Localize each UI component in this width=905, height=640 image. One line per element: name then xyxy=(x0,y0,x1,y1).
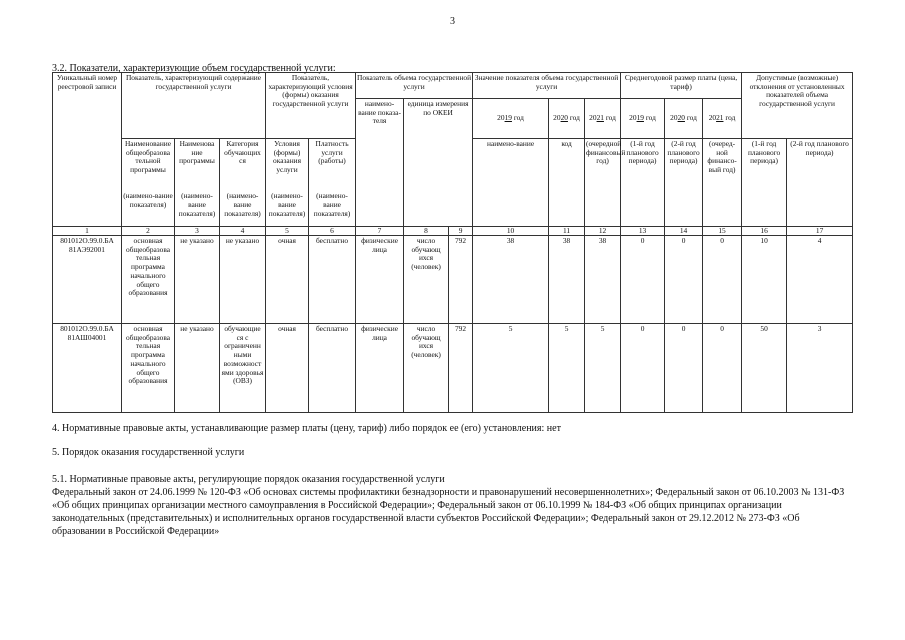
cell-program-name: не указано xyxy=(175,236,220,324)
column-number: 4 xyxy=(220,227,266,236)
table-row xyxy=(53,324,853,413)
column-number: 1 xyxy=(53,227,122,236)
cell-deviation-percent: 50 xyxy=(742,324,787,413)
cell-deviation-percent: 10 xyxy=(742,236,787,324)
cell-program: основная общеобразова тельная программа начального общего образования xyxy=(122,324,175,413)
header-fee-year-1: 2019 год xyxy=(621,99,665,139)
header-value-sub-2: (1-й год планового периода) xyxy=(621,139,665,227)
header-conditions-indicator: Показатель, характеризующий условия (формы) оказания государственной услуги xyxy=(266,73,356,139)
section-5-1 xyxy=(52,473,852,538)
cell-category: не указано xyxy=(220,236,266,324)
header-average-fee: Среднегодовой размер платы (цена, тариф) xyxy=(621,73,742,99)
section-5-1-text: Федеральный закон от 24.06.1999 № 120-ФЗ «Об основах системы профилактики безнадзорности и правонарушений несовершеннолетних»; Федеральный закон от 06.10.2003 № 131-ФЗ «Об общих принципах организации местного самоуправления в Российской Федерации»; Федеральный закон от 06.10.1999 № 184-ФЗ «Об общих принципах организации законодательных (представительных) и исполнительных органов государственной власти субъектов Российской Федерации»; Федеральный закон от 29.12.2012 № 273-ФЗ «Об образовании в Российской Федерации» xyxy=(52,487,845,537)
header-fee-sub-3: (2-й год планового периода) xyxy=(787,139,853,227)
cell-category: обучающие ся с ограниченн ными возможност ями здоровья (ОВЗ) xyxy=(220,324,266,413)
cell-program: основная общеобразова тельная программа начального общего образования xyxy=(122,236,175,324)
header-form: Условия (формы) оказания услуги (наимено-вание показателя) xyxy=(266,139,309,227)
column-number: 2 xyxy=(122,227,175,236)
cell-fee-3: 0 xyxy=(703,324,742,413)
cell-program-name: не указано xyxy=(175,324,220,413)
column-number: 6 xyxy=(309,227,356,236)
cell-deviation-absolute: 3 xyxy=(787,324,853,413)
header-indicator-name: наимено-вание показа-теля xyxy=(356,99,404,227)
table-row xyxy=(53,236,853,324)
header-category: Категория обучающих ся (наимено-вание показателя) xyxy=(220,139,266,227)
cell-fee-1: 0 xyxy=(621,324,665,413)
column-number: 14 xyxy=(665,227,703,236)
cell-fee-2: 0 xyxy=(665,324,703,413)
column-number: 7 xyxy=(356,227,404,236)
header-program: Наименование общеобразова тельной программы (наимено-вание показателя) xyxy=(122,139,175,227)
cell-deviation-absolute: 4 xyxy=(787,236,853,324)
cell-indicator: физические лица xyxy=(356,236,404,324)
section-4-text: 4. Нормативные правовые акты, устанавливающие размер платы (цену, тариф) либо порядок ее (его) установления: нет xyxy=(52,423,561,434)
header-fee-sub-2: (1-й год планового периода) xyxy=(742,139,787,227)
cell-indicator: физические лица xyxy=(356,324,404,413)
cell-value-2: 38 xyxy=(549,236,585,324)
cell-value-1: 5 xyxy=(473,324,549,413)
cell-value-3: 38 xyxy=(585,236,621,324)
header-fee-sub-1: (очеред-ной финансо-вый год) xyxy=(703,139,742,227)
header-fee-year-3: 2021 год xyxy=(703,99,742,139)
header-volume-value: Значение показателя объема государственной услуги xyxy=(473,73,621,99)
header-content-indicator: Показатель, характеризующий содержание государственной услуги xyxy=(122,73,266,139)
header-unit-name: наимено-вание xyxy=(473,139,549,227)
volume-indicators-table xyxy=(52,72,853,413)
column-number: 5 xyxy=(266,227,309,236)
cell-fee-3: 0 xyxy=(703,236,742,324)
cell-value-2: 5 xyxy=(549,324,585,413)
header-year-2: 2020 год xyxy=(549,99,585,139)
column-number: 3 xyxy=(175,227,220,236)
section-5-title: 5. Порядок оказания государственной услуги xyxy=(52,447,245,458)
column-number: 9 xyxy=(449,227,473,236)
cell-code: 801012О.99.0.БА 81АЭ92001 xyxy=(53,236,122,324)
column-number: 12 xyxy=(585,227,621,236)
section-title: 3.2. Показатели, характеризующие объем государственной услуги: xyxy=(52,63,336,74)
header-spacer xyxy=(53,139,122,227)
cell-fee-2: 0 xyxy=(665,236,703,324)
cell-form: очная xyxy=(266,324,309,413)
header-value-sub-3: (2-й год планового периода) xyxy=(665,139,703,227)
page-number: 3 xyxy=(450,16,455,27)
column-number: 17 xyxy=(787,227,853,236)
header-unit-code: код xyxy=(549,139,585,227)
cell-unit-name: число обучающ ихся (человек) xyxy=(404,236,449,324)
column-number: 10 xyxy=(473,227,549,236)
header-unit-okei: единица измерения по ОКЕИ xyxy=(404,99,473,227)
cell-form: очная xyxy=(266,236,309,324)
header-fee-year-2: 2020 год xyxy=(665,99,703,139)
header-program-name: Наименова ние программы (наимено-вание показателя) xyxy=(175,139,220,227)
cell-paid: бесплатно xyxy=(309,236,356,324)
section-5-1-title: 5.1. Нормативные правовые акты, регулирующие порядок оказания государственной услуги xyxy=(52,474,445,485)
cell-unit-code: 792 xyxy=(449,236,473,324)
cell-code: 801012О.99.0.БА 81АШ04001 xyxy=(53,324,122,413)
cell-value-3: 5 xyxy=(585,324,621,413)
header-year-1: 2019 год xyxy=(473,99,549,139)
column-number: 8 xyxy=(404,227,449,236)
cell-value-1: 38 xyxy=(473,236,549,324)
header-volume-indicator: Показатель объема государственной услуги xyxy=(356,73,473,99)
cell-unit-name: число обучающ ихся (человек) xyxy=(404,324,449,413)
header-unique-number: Уникальный номер реестровой записи xyxy=(53,73,122,139)
column-number: 13 xyxy=(621,227,665,236)
cell-unit-code: 792 xyxy=(449,324,473,413)
header-paid: Платность услуги (работы) (наимено-вание показателя) xyxy=(309,139,356,227)
cell-fee-1: 0 xyxy=(621,236,665,324)
header-year-3: 2021 год xyxy=(585,99,621,139)
column-number: 15 xyxy=(703,227,742,236)
column-number: 11 xyxy=(549,227,585,236)
column-number: 16 xyxy=(742,227,787,236)
header-value-sub-1: (очередной финансовый год) xyxy=(585,139,621,227)
cell-paid: бесплатно xyxy=(309,324,356,413)
header-deviation: Допустимые (возможные) отклонения от установленных показателей объема государственной услуги xyxy=(742,73,853,139)
